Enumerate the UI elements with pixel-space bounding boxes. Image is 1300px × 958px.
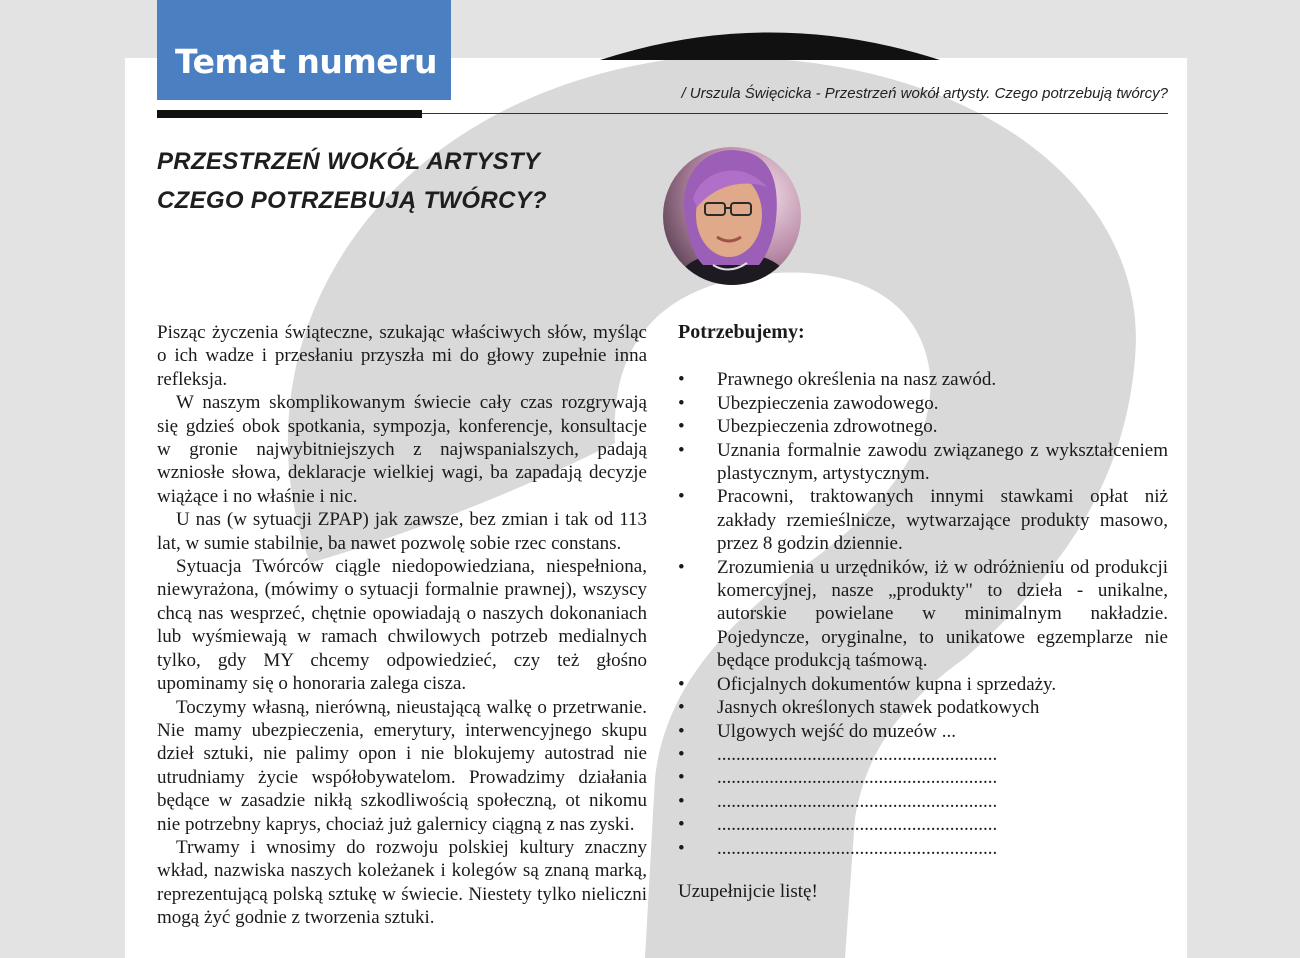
needs-heading: Potrzebujemy: [678,321,805,343]
needs-item-text: Ubezpieczenia zdrowotnego. [717,416,938,438]
needs-item-text: Prawnego określenia na nasz zawód. [717,369,997,391]
bullet-icon: • [678,720,685,742]
bullet-icon: • [678,814,685,836]
byline: / Urszula Święcicka - Przestrzeń wokół artysty. Czego potrzebują twórcy? [681,85,1168,102]
needs-item-text: Ulgowych wejść do muzeów ... [717,720,957,742]
needs-list-item [678,673,1168,696]
bullet-icon: • [678,556,685,578]
paragraph: U nas (w sytuacji ZPAP) jak zawsze, bez zmian i tak od 113 lat, w sumie stabilnie, ba nawet pozwolę sobie rzec constans. [157,509,647,554]
needs-item-text: Uznania formalnie zawodu związanego z wykształceniem plastycznym, artystycznym. [717,439,1168,485]
needs-item-text: ........................................................... [717,767,998,789]
article-body [157,321,647,930]
bullet-icon: • [678,439,685,461]
needs-item-text: ........................................................... [717,814,998,836]
paragraph: Toczymy własną, nierówną, nieustającą walkę o przetrwanie. Nie mamy ubezpieczenia, emerytury, interwencyjnego skupu dzieł sztuki, nie palimy opon i nie blokujemy autostrad nie utrudniamy życie współobywatelom. Prowadzimy działania będące w zasadzie nikłą szkodliwością społeczną, ot nikomu nie potrzebny kaprys, chociaż już galernicy ciągną z nas zyski. [157,696,647,835]
title-line-2: CZEGO POTRZEBUJĄ TWÓRCY? [157,187,547,214]
needs-list-item [678,439,1168,486]
needs-item-text: Jasnych określonych stawek podatkowych [717,697,1040,719]
needs-column [678,321,1168,903]
bullet-icon: • [678,837,685,859]
article-title [157,142,547,220]
section-underline [157,110,422,118]
needs-list-item [678,790,1168,813]
author-portrait-photo [663,147,801,285]
needs-list-item [678,720,1168,743]
needs-list [678,368,1168,860]
needs-item-text: ........................................................... [717,790,998,812]
bullet-icon: • [678,697,685,719]
needs-list-item [678,696,1168,719]
paragraph: W naszym skomplikowanym świecie cały czas rozgrywają się gdzieś obok spotkania, sympozja, konferencje, konsultacje w gronie najwybitniejszych z najwspanialszych, padają wzniosłe słowa, deklaracje wielkiej wagi, ba zapadają decyzje wiążące i no właśnie i nic. [157,392,647,507]
needs-item-text: ........................................................... [717,743,998,765]
needs-list-item [678,766,1168,789]
bullet-icon: • [678,369,685,391]
section-title: Temat numeru [175,42,437,81]
paragraph: Trwamy i wnosimy do rozwoju polskiej kultury znaczny wkład, nazwiska naszych koleżanek i kolegów są znaną marką, reprezentującą polską sztukę w świecie. Niestety tylko nieliczni mogą żyć godnie z tworzenia sztuki. [157,836,647,929]
paragraph: Sytuacja Twórców ciągle niedopowiedziana, niespełniona, niewyrażona, (mówimy o sytuacji formalnie prawnej), wszyscy chcą nas wesprzeć, chętnie opowiadają o naszych dokonaniach lub wyśmiewają w ramach chwilowych potrzeb medialnych tylko, gdy MY chcemy odpowiedzieć, czy też głośno upominamy się o honoraria zalega cisza. [157,556,647,695]
needs-list-item [678,813,1168,836]
bullet-icon: • [678,416,685,438]
bullet-icon: • [678,743,685,765]
title-line-1: PRZESTRZEŃ WOKÓŁ ARTYSTY [157,148,541,175]
needs-item-text: Pracowni, traktowanych innymi stawkami opłat niż zakłady rzemieślnicze, wytwarzające produkty masowo, przez 8 godzin dziennie. [717,486,1168,555]
bullet-icon: • [678,486,685,508]
needs-list-item [678,556,1168,673]
bullet-icon: • [678,392,685,414]
needs-list-item [678,392,1168,415]
paragraph: Pisząc życzenia świąteczne, szukając właściwych słów, myśląc o ich wadze i przesłaniu przyszła mi do głowy zupełnie inna refleksja. [157,322,647,390]
bullet-icon: • [678,673,685,695]
bullet-icon: • [678,790,685,812]
needs-list-item [678,415,1168,438]
needs-list-item [678,837,1168,860]
header-rule [422,113,1168,114]
needs-item-text: ........................................................... [717,837,998,859]
closing-call: Uzupełnijcie listę! [678,880,818,902]
needs-item-text: Oficjalnych dokumentów kupna i sprzedaży. [717,673,1057,695]
question-mark-top-arc [590,30,950,60]
needs-list-item [678,743,1168,766]
needs-item-text: Ubezpieczenia zawodowego. [717,392,939,414]
bullet-icon: • [678,767,685,789]
needs-item-text: Zrozumienia u urzędników, iż w odróżnieniu od produkcji komercyjnej, nasze „produkty" to dzieła - unikalne, autorskie powielane w minimalnym nakładzie. Pojedyncze, oryginalne, to unikatowe egzemplarze nie będące produkcją taśmową. [717,556,1168,672]
portrait-illustration [663,147,801,285]
needs-list-item [678,485,1168,555]
needs-list-item [678,368,1168,391]
